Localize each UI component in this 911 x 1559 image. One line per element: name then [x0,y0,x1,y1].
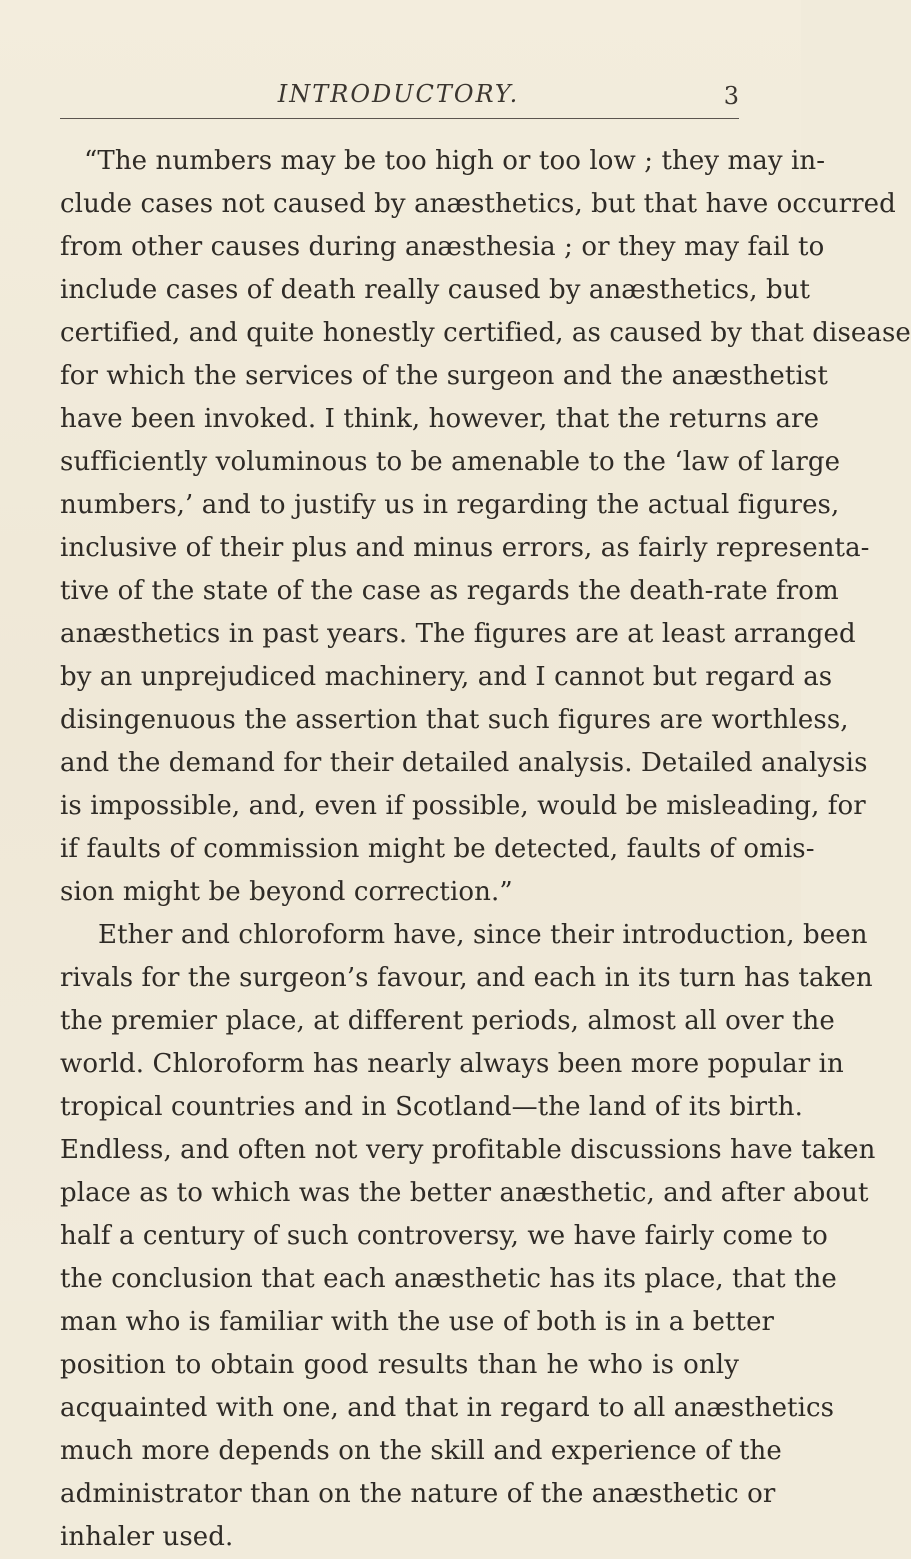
text-line: “The numbers may be too high or too low ; they may in- [84,146,826,176]
text-line: by an unprejudiced machinery, and I cannot but regard as [60,662,833,692]
running-head: INTRODUCTORY. [277,80,520,108]
anesthetics-paragraph [60,914,876,1559]
text-line: acquainted with one, and that in regard to all anæsthetics [60,1393,835,1423]
text-line: administrator than on the nature of the anæsthetic or [60,1479,776,1509]
text-line: tropical countries and in Scotland—the land of its birth. [60,1092,803,1122]
text-line: the conclusion that each anæsthetic has its place, that the [60,1264,837,1294]
text-line: numbers,’ and to justify us in regarding the actual figures, [60,490,840,520]
text-line: man who is familiar with the use of both is in a better [60,1307,775,1337]
text-line: the premier place, at different periods, almost all over the [60,1006,835,1036]
text-line: and the demand for their detailed analysis. Detailed analysis [60,748,868,778]
text-line: anæsthetics in past years. The figures are at least arranged [60,619,856,649]
text-line: include cases of death really caused by anæsthetics, but [60,275,811,305]
text-line: much more depends on the skill and experience of the [60,1436,782,1466]
text-line: tive of the state of the case as regards the death-rate from [60,576,839,606]
text-line: half a century of such controversy, we have fairly come to [60,1221,828,1251]
text-line: for which the services of the surgeon and the anæsthetist [60,361,828,391]
quotation-paragraph [60,140,911,914]
text-line: world. Chloroform has nearly always been more popular in [60,1049,844,1079]
text-line: inhaler used. [60,1522,234,1552]
text-line: Ether and chloroform have, since their introduction, been [98,920,868,950]
body-text [60,140,911,1559]
page-number: 3 [723,82,739,110]
text-line: from other causes during anæsthesia ; or they may fail to [60,232,825,262]
header-rule [60,118,739,119]
text-line: disingenuous the assertion that such figures are worthless, [60,705,849,735]
text-line: sufficiently voluminous to be amenable to the ‘law of large [60,447,841,477]
text-line: clude cases not caused by anæsthetics, but that have occurred [60,189,896,219]
text-line: position to obtain good results than he who is only [60,1350,739,1380]
text-line: Endless, and often not very profitable discussions have taken [60,1135,876,1165]
text-line: is impossible, and, even if possible, would be misleading, for [60,791,866,821]
text-line: have been invoked. I think, however, that the returns are [60,404,820,434]
text-line: rivals for the surgeon’s favour, and each in its turn has taken [60,963,873,993]
text-line: inclusive of their plus and minus errors, as fairly representa- [60,533,870,563]
text-line: place as to which was the better anæsthetic, and after about [60,1178,869,1208]
page-header [58,80,739,116]
text-line: certified, and quite honestly certified, as caused by that disease [60,318,911,348]
text-line: if faults of commission might be detected, faults of omis- [60,834,815,864]
text-line: sion might be beyond correction.” [60,877,513,907]
